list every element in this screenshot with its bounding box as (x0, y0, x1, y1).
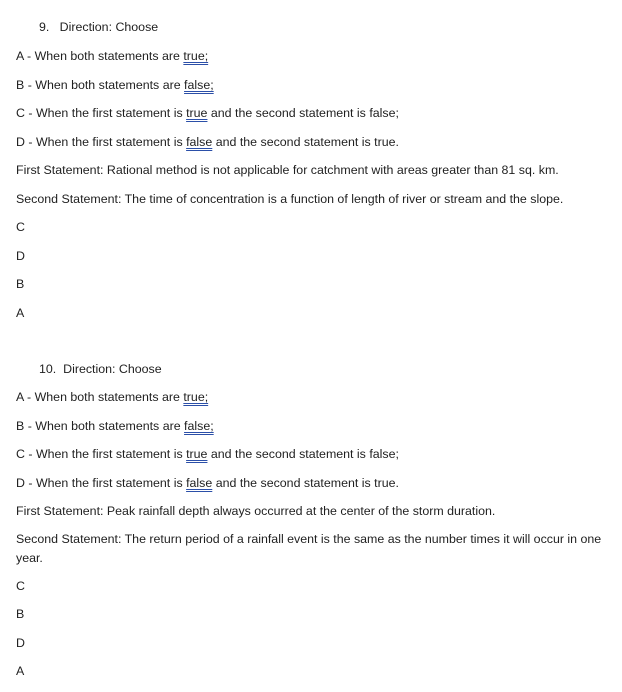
q10-direction: Direction: Choose (63, 362, 162, 376)
q9-option-c (16, 105, 399, 121)
q9-option-a-word: true; (183, 49, 209, 63)
q9-number: 9. (39, 20, 50, 34)
q10-answer-choice[interactable]: C (16, 579, 25, 593)
q9-answer-choice[interactable]: B (16, 277, 25, 291)
q9-option-d-text: D - When the first statement is (16, 135, 187, 149)
q9-option-b-text: B - When both statements are (16, 78, 185, 92)
q9-option-b (16, 77, 214, 93)
q9-answer-choice[interactable]: C (16, 220, 25, 234)
q9-heading (39, 19, 158, 35)
q10-option-c (16, 446, 399, 462)
q9-option-d-rest: and the second statement is true. (212, 135, 399, 149)
q9-answer-choice[interactable]: A (16, 306, 25, 320)
q10-option-c-word: true (186, 447, 208, 461)
q9-first-statement: First Statement: Rational method is not applicable for catchment with areas greater than 81 sq. km. (16, 163, 559, 177)
q10-option-d-word: false (186, 476, 213, 490)
q9-option-c-rest: and the second statement is false; (207, 106, 399, 120)
q10-option-c-text: C - When the first statement is (16, 447, 187, 461)
q9-option-a (16, 48, 208, 64)
q10-first-statement: First Statement: Peak rainfall depth always occurred at the center of the storm duration. (16, 504, 496, 518)
q10-option-b (16, 418, 214, 434)
q10-option-b-text: B - When both statements are (16, 419, 185, 433)
q10-option-a (16, 389, 208, 405)
q9-option-d-word: false (186, 135, 213, 149)
q9-option-c-word: true (186, 106, 208, 120)
q10-second-statement: Second Statement: The return period of a rainfall event is the same as the number times it will occur in one year. (16, 532, 602, 565)
q9-answer-choice[interactable]: D (16, 249, 25, 263)
q10-option-a-text: A - When both statements are (16, 390, 184, 404)
q10-option-c-rest: and the second statement is false; (207, 447, 399, 461)
q10-heading (39, 361, 162, 377)
q9-option-b-word: false; (184, 78, 214, 92)
q10-answer-choice[interactable]: B (16, 607, 25, 621)
q9-option-c-text: C - When the first statement is (16, 106, 187, 120)
q10-option-d (16, 475, 399, 491)
q9-option-d (16, 134, 399, 150)
q10-answer-choice[interactable]: A (16, 664, 25, 678)
q10-option-d-rest: and the second statement is true. (212, 476, 399, 490)
q10-number: 10. (39, 362, 57, 376)
q10-answer-choice[interactable]: D (16, 636, 25, 650)
q9-second-statement: Second Statement: The time of concentration is a function of length of river or stream and the slope. (16, 192, 564, 206)
q9-direction: Direction: Choose (59, 20, 159, 34)
q10-option-b-word: false; (184, 419, 214, 433)
q10-option-d-text: D - When the first statement is (16, 476, 187, 490)
q9-option-a-text: A - When both statements are (16, 49, 184, 63)
q10-option-a-word: true; (183, 390, 209, 404)
